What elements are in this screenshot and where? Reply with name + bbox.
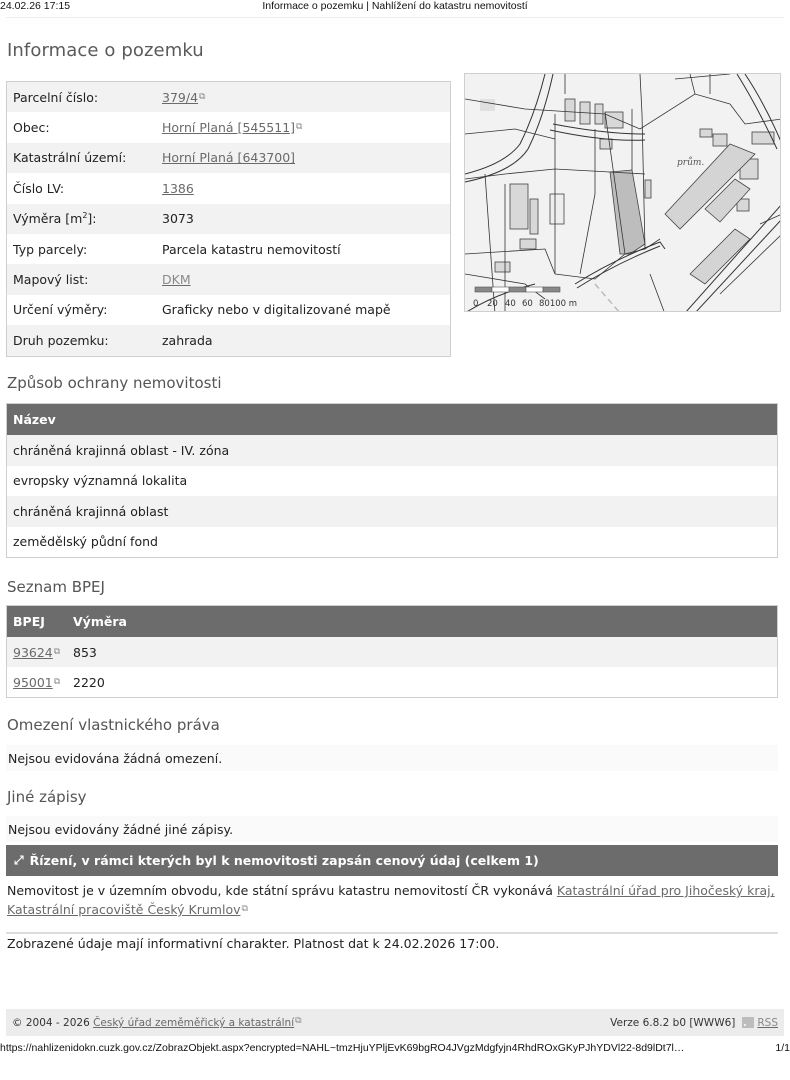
print-header xyxy=(0,0,790,14)
table-row xyxy=(7,667,777,697)
bpej-code-link[interactable]: 93624 xyxy=(13,644,53,660)
print-title: Informace o pozemku | Nahlížení do katastru nemovitostí xyxy=(262,0,528,12)
external-link-icon: ⧉ xyxy=(295,1016,302,1026)
scale-label: 40 xyxy=(505,299,516,309)
table-row xyxy=(7,527,777,558)
cuzk-link[interactable]: Český úřad zeměměřický a katastrální xyxy=(93,1017,295,1029)
office-info xyxy=(7,881,777,919)
info-label: Obec: xyxy=(13,120,50,136)
area-label-suffix: ]: xyxy=(87,211,97,227)
restrictions-text: Nejsou evidována žádná omezení. xyxy=(6,745,778,771)
page-footer xyxy=(6,1009,784,1036)
rss-icon xyxy=(742,1017,754,1028)
divider xyxy=(6,17,784,18)
scale-label: 80100 m xyxy=(539,299,578,309)
office-link-line1[interactable]: Katastrální úřad pro Jihočeský kraj, xyxy=(556,883,775,898)
info-label: Druh pozemku: xyxy=(13,332,109,348)
scale-label: 0 xyxy=(473,299,479,309)
table-row xyxy=(7,496,777,527)
print-page-count: 1/1 xyxy=(775,1042,790,1054)
land-type-value: zahrada xyxy=(162,332,213,348)
column-header-area: Výměra xyxy=(73,614,127,629)
bpej-title: Seznam BPEJ xyxy=(7,578,105,596)
info-row-map-sheet xyxy=(7,264,450,294)
external-link-icon: ⧉ xyxy=(241,904,248,914)
column-header-bpej: BPEJ xyxy=(13,614,45,629)
area-label-sup: 2 xyxy=(82,211,88,221)
external-link-icon: ⧉ xyxy=(296,122,303,133)
data-validity: Zobrazené údaje mají informativní charakter. Platnost dat k 24.02.2026 17:00. xyxy=(7,936,500,951)
bpej-area: 2220 xyxy=(73,674,105,690)
map-sheet-link[interactable]: DKM xyxy=(162,272,191,288)
expand-icon: ⤢ xyxy=(14,853,24,867)
parcel-number-link[interactable]: 379/4 xyxy=(162,89,199,105)
info-row-parcel-type xyxy=(7,234,450,264)
info-label: Mapový list: xyxy=(13,272,89,288)
proceedings-label: Řízení, v rámci kterých byl k nemovitosti zapsán cenový údaj (celkem 1) xyxy=(29,853,539,868)
info-label: Katastrální území: xyxy=(13,150,127,166)
table-header xyxy=(7,606,777,637)
parcel-map[interactable] xyxy=(464,73,781,312)
table-header xyxy=(7,404,777,435)
table-row xyxy=(7,466,777,497)
bpej-area: 853 xyxy=(73,644,97,660)
area-label-text: Výměra [m xyxy=(13,211,83,227)
protection-title: Způsob ochrany nemovitosti xyxy=(7,374,222,392)
divider xyxy=(6,932,778,934)
external-link-icon: ⧉ xyxy=(53,676,61,687)
map-label-prum: prům. xyxy=(677,158,705,168)
info-row-lv-number xyxy=(7,173,450,203)
protection-name: zemědělský půdní fond xyxy=(13,534,158,550)
lv-number-link[interactable]: 1386 xyxy=(162,180,194,196)
rss-link[interactable]: RSS xyxy=(757,1016,778,1029)
print-url: https://nahlizenidokn.cuzk.gov.cz/ZobrazObjekt.aspx?encrypted=NAHL~tmzHjuYPljEvK69bgRO4JVgzMdgfyjn4RhdROxGKyPJhYDVl22-8d9lDt7l… xyxy=(0,1042,685,1054)
info-row-land-type xyxy=(7,325,450,355)
municipality-link[interactable]: Horní Planá [545511] xyxy=(162,120,296,136)
info-row-parcel-number xyxy=(7,82,450,112)
map-drawing xyxy=(465,74,781,312)
scale-label: 60 xyxy=(522,299,533,309)
table-row xyxy=(7,435,777,466)
page-title: Informace o pozemku xyxy=(7,40,204,61)
info-row-area-determination xyxy=(7,295,450,325)
protection-name: chráněná krajinná oblast - IV. zóna xyxy=(13,442,230,458)
proceedings-toggle[interactable] xyxy=(6,845,778,876)
office-link-line2[interactable]: Katastrální pracoviště Český Krumlov xyxy=(7,902,241,917)
info-row-municipality xyxy=(7,112,450,142)
scale-bar xyxy=(475,287,560,292)
protection-name: chráněná krajinná oblast xyxy=(13,503,169,519)
bpej-table xyxy=(6,605,778,698)
info-row-cadastral-area xyxy=(7,143,450,173)
copyright: © 2004 - 2026 xyxy=(12,1017,94,1029)
parcel-type-value: Parcela katastru nemovitostí xyxy=(162,241,341,257)
info-label: Číslo LV: xyxy=(13,180,65,196)
bpej-code-link[interactable]: 95001 xyxy=(13,674,53,690)
info-row-area xyxy=(7,204,450,234)
protection-table xyxy=(6,403,778,558)
table-body xyxy=(7,435,777,557)
external-link-icon: ⧉ xyxy=(199,91,206,102)
print-datetime: 24.02.26 17:15 xyxy=(0,0,71,12)
parcel-info-table xyxy=(6,81,451,357)
office-text: Nemovitost je v územním obvodu, kde státní správu katastru nemovitostí ČR vykonává xyxy=(7,883,557,898)
column-header-name: Název xyxy=(13,412,56,427)
info-label xyxy=(7,211,162,226)
info-label: Parcelní číslo: xyxy=(13,89,99,105)
info-label: Typ parcely: xyxy=(13,241,88,257)
cadastral-area-link[interactable]: Horní Planá [643700] xyxy=(162,150,296,166)
area-determination-value: Graficky nebo v digitalizované mapě xyxy=(162,302,391,318)
external-link-icon: ⧉ xyxy=(53,646,61,657)
table-row xyxy=(7,637,777,667)
other-records-title: Jiné zápisy xyxy=(7,788,87,806)
other-records-text: Nejsou evidovány žádné jiné zápisy. xyxy=(6,816,778,842)
protection-name: evropsky významná lokalita xyxy=(13,473,188,489)
info-label: Určení výměry: xyxy=(13,302,108,318)
scale-label: 20 xyxy=(487,299,498,309)
version: Verze 6.8.2 b0 [WWW6] xyxy=(610,1016,736,1029)
area-value: 3073 xyxy=(162,211,194,227)
restrictions-title: Omezení vlastnického práva xyxy=(7,716,220,734)
